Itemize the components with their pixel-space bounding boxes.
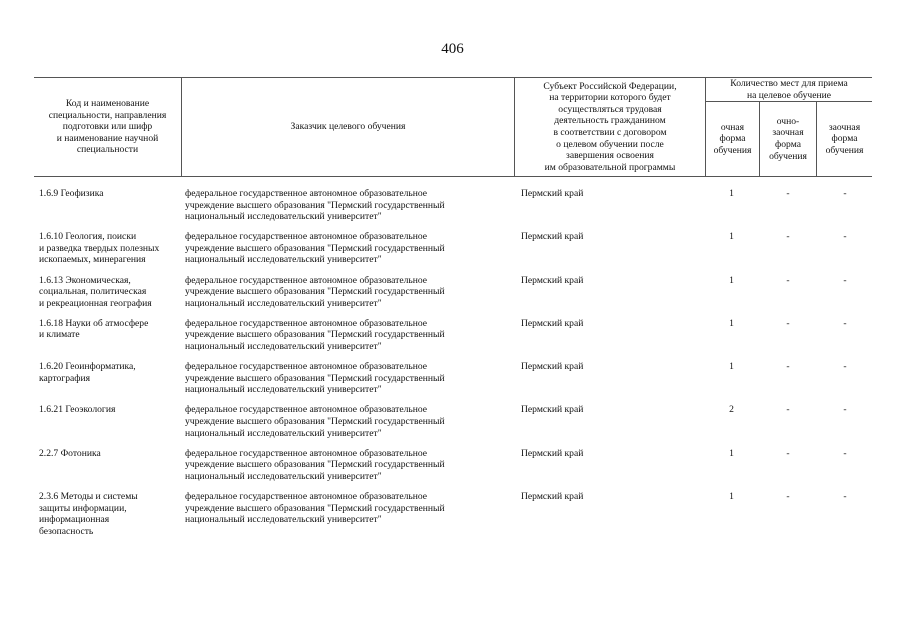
- table-row: [34, 448, 874, 491]
- text-line: федеральное государственное автономное образовательное: [185, 404, 428, 416]
- table-row: [34, 491, 874, 537]
- text-line: и наименование научной: [56, 132, 159, 144]
- text-line: безопасность: [39, 525, 94, 537]
- text-line: форма: [719, 133, 746, 145]
- full-time-cell: 1: [729, 231, 734, 243]
- specialty-cell: [39, 231, 177, 266]
- text-line: 2.3.6 Методы и системы: [39, 491, 138, 503]
- text-line: 1.6.20 Геоинформатика,: [39, 361, 136, 373]
- specialty-cell: [39, 318, 177, 341]
- text-line: в соответствии с договором: [553, 127, 667, 138]
- text-line: на целевое обучение: [747, 89, 831, 101]
- header-part-time: [760, 102, 816, 176]
- subject-cell: Пермский край: [521, 188, 584, 199]
- text-line: учреждение высшего образования "Пермский государственный: [185, 416, 445, 428]
- extramural-cell: -: [843, 447, 847, 459]
- text-line: 1.6.10 Геология, поиски: [39, 231, 137, 243]
- text-line: социальная, политическая: [39, 286, 147, 298]
- specialty-cell: [39, 188, 177, 200]
- text-line: федеральное государственное автономное образовательное: [185, 447, 428, 459]
- header-extramural: [817, 102, 872, 176]
- text-line: завершения освоения: [566, 150, 654, 162]
- text-line: учреждение высшего образования "Пермский государственный: [185, 242, 445, 254]
- header-full-time-text: [714, 122, 752, 157]
- text-line: учреждение высшего образования "Пермский государственный: [185, 459, 445, 471]
- text-line: о целевом обучении после: [556, 138, 664, 150]
- table-row: [34, 188, 874, 231]
- table-row: [34, 275, 874, 318]
- text-line: федеральное государственное автономное образовательное: [185, 317, 428, 329]
- subject-cell: Пермский край: [521, 491, 584, 503]
- subject-cell: Пермский край: [521, 274, 584, 286]
- text-line: ископаемых, минерагения: [39, 254, 146, 266]
- text-line: федеральное государственное автономное образовательное: [185, 361, 428, 373]
- text-line: форма: [775, 139, 801, 150]
- text-line: специальности, направления: [48, 109, 167, 121]
- text-line: федеральное государственное автономное образовательное: [185, 231, 428, 243]
- full-time-cell: 1: [729, 447, 734, 459]
- text-line: федеральное государственное автономное образовательное: [185, 274, 428, 286]
- header-part-time-text: [769, 116, 807, 162]
- text-line: 1.6.13 Экономическая,: [39, 274, 131, 286]
- part-time-cell: -: [786, 447, 790, 459]
- subject-cell: Пермский край: [521, 447, 584, 459]
- text-line: 1.6.21 Геоэкология: [39, 404, 116, 416]
- text-line: национальный исследовательский университет": [185, 297, 382, 309]
- part-time-cell: -: [786, 491, 790, 503]
- part-time-cell: -: [786, 188, 790, 199]
- text-line: подготовки или шифр: [62, 121, 153, 133]
- text-line: национальный исследовательский университет": [185, 470, 382, 482]
- customer-cell: [185, 361, 485, 396]
- subject-cell: Пермский край: [521, 361, 584, 373]
- specialty-cell: [39, 275, 177, 310]
- customer-cell: [185, 188, 485, 223]
- customer-cell: [185, 275, 485, 310]
- full-time-cell: 2: [729, 404, 734, 416]
- text-line: осуществляться трудовая: [558, 103, 662, 115]
- extramural-cell: -: [843, 404, 847, 416]
- text-line: учреждение высшего образования "Пермский государственный: [185, 329, 445, 341]
- customer-cell: [185, 448, 485, 483]
- extramural-cell: -: [843, 317, 847, 329]
- extramural-cell: -: [843, 274, 847, 286]
- text-line: национальный исследовательский университет": [185, 427, 382, 439]
- text-line: национальный исследовательский университет": [185, 384, 382, 396]
- text-line: учреждение высшего образования "Пермский государственный: [185, 502, 445, 514]
- text-line: федеральное государственное автономное образовательное: [185, 491, 428, 503]
- full-time-cell: 1: [729, 317, 734, 329]
- text-line: Количество мест для приема: [730, 77, 848, 89]
- text-line: обучения: [825, 144, 864, 156]
- text-line: и рекреационная география: [39, 297, 152, 309]
- header-places-text: [730, 78, 847, 101]
- full-time-cell: 1: [729, 491, 734, 503]
- full-time-cell: 1: [729, 188, 734, 199]
- header-customer-text: Заказчик целевого обучения: [290, 121, 406, 133]
- text-line: учреждение высшего образования "Пермский государственный: [185, 199, 445, 211]
- part-time-cell: -: [786, 231, 790, 243]
- text-line: обучения: [769, 150, 807, 162]
- text-line: 2.2.7 Фотоника: [39, 447, 101, 459]
- text-line: учреждение высшего образования "Пермский государственный: [185, 286, 445, 298]
- header-subject: [515, 78, 705, 176]
- extramural-cell: -: [843, 231, 847, 243]
- text-line: очно-: [776, 115, 800, 127]
- part-time-cell: -: [786, 274, 790, 286]
- full-time-cell: 1: [729, 274, 734, 286]
- text-line: федеральное государственное автономное образовательное: [185, 188, 428, 199]
- header-places: [706, 78, 872, 101]
- text-line: Субъект Российской Федерации,: [543, 80, 677, 92]
- specialty-cell: [39, 361, 177, 384]
- header-bottom-rule: [34, 176, 872, 177]
- text-line: картография: [39, 372, 91, 384]
- text-line: им образовательной программы: [544, 161, 676, 173]
- table-row: [34, 231, 874, 274]
- table-body: [34, 188, 874, 537]
- specialty-cell: [39, 448, 177, 460]
- text-line: на территории которого будет: [549, 92, 671, 104]
- text-line: национальный исследовательский университет": [185, 514, 382, 526]
- text-line: 1.6.18 Науки об атмосфере: [39, 317, 149, 329]
- text-line: обучения: [713, 144, 752, 156]
- text-line: Код и наименование: [65, 98, 150, 110]
- customer-cell: [185, 318, 485, 353]
- text-line: очная: [720, 121, 745, 133]
- customer-cell: [185, 404, 485, 439]
- header-extramural-text: [826, 122, 864, 157]
- header-code-name: [34, 78, 181, 176]
- text-line: национальный исследовательский университет": [185, 254, 382, 266]
- text-line: 1.6.9 Геофизика: [39, 188, 104, 199]
- specialty-cell: [39, 491, 177, 537]
- header-customer: [182, 78, 514, 176]
- text-line: и климате: [39, 329, 80, 341]
- text-line: деятельность гражданином: [554, 115, 666, 127]
- table-row: [34, 318, 874, 361]
- part-time-cell: -: [786, 404, 790, 416]
- customer-cell: [185, 491, 485, 526]
- extramural-cell: -: [843, 361, 847, 373]
- subject-cell: Пермский край: [521, 317, 584, 329]
- table-row: [34, 361, 874, 404]
- header-full-time: [706, 102, 759, 176]
- text-line: форма: [831, 133, 858, 145]
- text-line: защиты информации,: [39, 502, 127, 514]
- text-line: учреждение высшего образования "Пермский государственный: [185, 372, 445, 384]
- subject-cell: Пермский край: [521, 404, 584, 416]
- customer-cell: [185, 231, 485, 266]
- part-time-cell: -: [786, 317, 790, 329]
- extramural-cell: -: [843, 491, 847, 503]
- text-line: национальный исследовательский университет": [185, 211, 382, 223]
- extramural-cell: -: [843, 188, 847, 199]
- text-line: и разведка твердых полезных: [39, 242, 160, 254]
- specialty-cell: [39, 404, 177, 416]
- subject-cell: Пермский край: [521, 231, 584, 243]
- table-row: [34, 404, 874, 447]
- full-time-cell: 1: [729, 361, 734, 373]
- text-line: специальности: [76, 144, 139, 156]
- text-line: заочная: [772, 127, 804, 139]
- text-line: информационная: [39, 514, 110, 526]
- header-subject-text: [543, 81, 676, 174]
- text-line: национальный исследовательский университет": [185, 341, 382, 353]
- page-number: 406: [441, 41, 464, 57]
- header-code-name-text: [49, 98, 167, 156]
- text-line: заочная: [828, 121, 861, 133]
- part-time-cell: -: [786, 361, 790, 373]
